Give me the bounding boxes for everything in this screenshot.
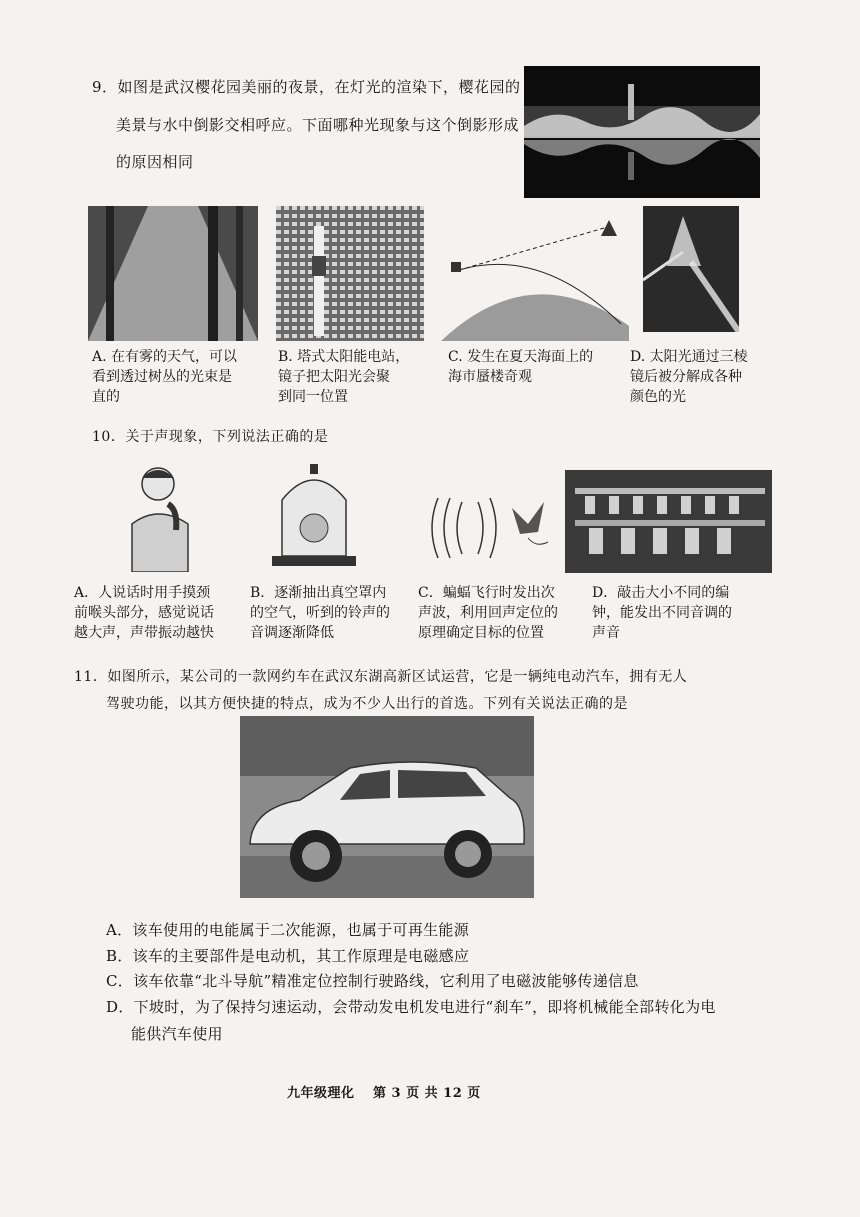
q11-choice-d-line-1: D．下坡时，为了保持匀速运动，会带动发电机发电进行“刹车”，即将机械能全部转化为电 <box>106 998 716 1016</box>
q11-choice-b[interactable]: B．该车的主要部件是电动机，其工作原理是电磁感应 <box>106 947 470 965</box>
bell-jar-drawing <box>262 460 366 572</box>
q9-option-d-line: 颜色的光 <box>630 389 686 405</box>
q10-option-b[interactable] <box>250 583 420 643</box>
prism-dispersion-photo <box>643 206 739 332</box>
q9-option-a-line: 直的 <box>92 389 120 405</box>
q10-option-b-line: 音调逐渐降低 <box>250 625 334 641</box>
q9-option-b-line: B. 塔式太阳能电站， <box>278 349 410 365</box>
q9-option-b-line: 镜子把太阳光会聚 <box>278 369 390 385</box>
q9-line-3: 的原因相同 <box>116 153 194 171</box>
q11-choice-d-line-2: 能供汽车使用 <box>131 1025 223 1043</box>
q11-choice-a[interactable]: A．该车使用的电能属于二次能源，也属于可再生能源 <box>106 921 470 939</box>
q10-option-d-line: 声音 <box>592 625 620 641</box>
cherry-garden-night-photo <box>524 66 760 198</box>
person-touching-throat-drawing <box>118 460 200 572</box>
q10-stem: 10．关于声现象，下列说法正确的是 <box>92 429 329 445</box>
mirage-diagram <box>441 206 629 341</box>
q9-line-1: 9．如图是武汉樱花园美丽的夜景，在灯光的渲染下，樱花园的 <box>92 78 521 96</box>
q9-option-c-line: 海市蜃楼奇观 <box>448 369 532 385</box>
bianzhong-bells-photo <box>565 470 772 573</box>
q10-option-a-line: A．人说话时用手摸颈 <box>74 585 211 601</box>
q11-choice-d[interactable] <box>106 996 716 1044</box>
solar-tower-photo <box>276 206 424 341</box>
q11-line-1: 11．如图所示，某公司的一款网约车在武汉东湖高新区试运营，它是一辆纯电动汽车，拥有无人 <box>74 669 688 685</box>
q9-option-a-line: 看到透过树丛的光束是 <box>92 369 232 385</box>
q10-option-d[interactable] <box>592 583 762 643</box>
q10-option-b-line: 的空气，听到的铃声的 <box>250 605 390 621</box>
q9-option-b-line: 到同一位置 <box>278 389 348 405</box>
q9-option-c-line: C. 发生在夏天海面上的 <box>448 349 594 365</box>
q9-option-b[interactable] <box>278 347 438 407</box>
q11-choice-c[interactable]: C．该车依靠“北斗导航”精准定位控制行驶路线，它利用了电磁波能够传递信息 <box>106 972 639 990</box>
q10-option-d-line: 钟，能发出不同音调的 <box>592 605 732 621</box>
q9-option-a[interactable] <box>92 347 272 407</box>
q10-option-c-line: 原理确定目标的位置 <box>418 625 544 641</box>
q10-option-a-line: 前喉头部分，感觉说话 <box>74 605 214 621</box>
q10-option-c[interactable] <box>418 583 588 643</box>
q9-option-d[interactable] <box>630 347 770 407</box>
q10-option-b-line: B．逐渐抽出真空罩内 <box>250 585 387 601</box>
q9-option-d-line: D. 太阳光通过三棱 <box>630 349 748 365</box>
q9-option-d-line: 镜后被分解成各种 <box>630 369 742 385</box>
q10-option-c-line: 声波，利用回声定位的 <box>418 605 558 621</box>
page-footer: 九年级理化 第 3 页 共 12 页 <box>287 1086 481 1101</box>
q10-option-d-line: D．敲击大小不同的编 <box>592 585 730 601</box>
q9-option-a-line: A. 在有雾的天气，可以 <box>92 349 238 365</box>
q9-line-2: 美景与水中倒影交相呼应。下面哪种光现象与这个倒影形成 <box>116 116 520 134</box>
q11-line-2: 驾驶功能，以其方便快捷的特点，成为不少人出行的首选。下列有关说法正确的是 <box>106 696 628 712</box>
electric-car-photo <box>240 716 534 898</box>
q10-option-a-line: 越大声，声带振动越快 <box>74 625 214 641</box>
bat-echolocation-drawing <box>408 488 558 568</box>
q9-option-c[interactable] <box>448 347 623 387</box>
q10-option-c-line: C．蝙蝠飞行时发出次 <box>418 585 555 601</box>
fog-light-beam-photo <box>88 206 258 341</box>
q10-option-a[interactable] <box>74 583 254 643</box>
